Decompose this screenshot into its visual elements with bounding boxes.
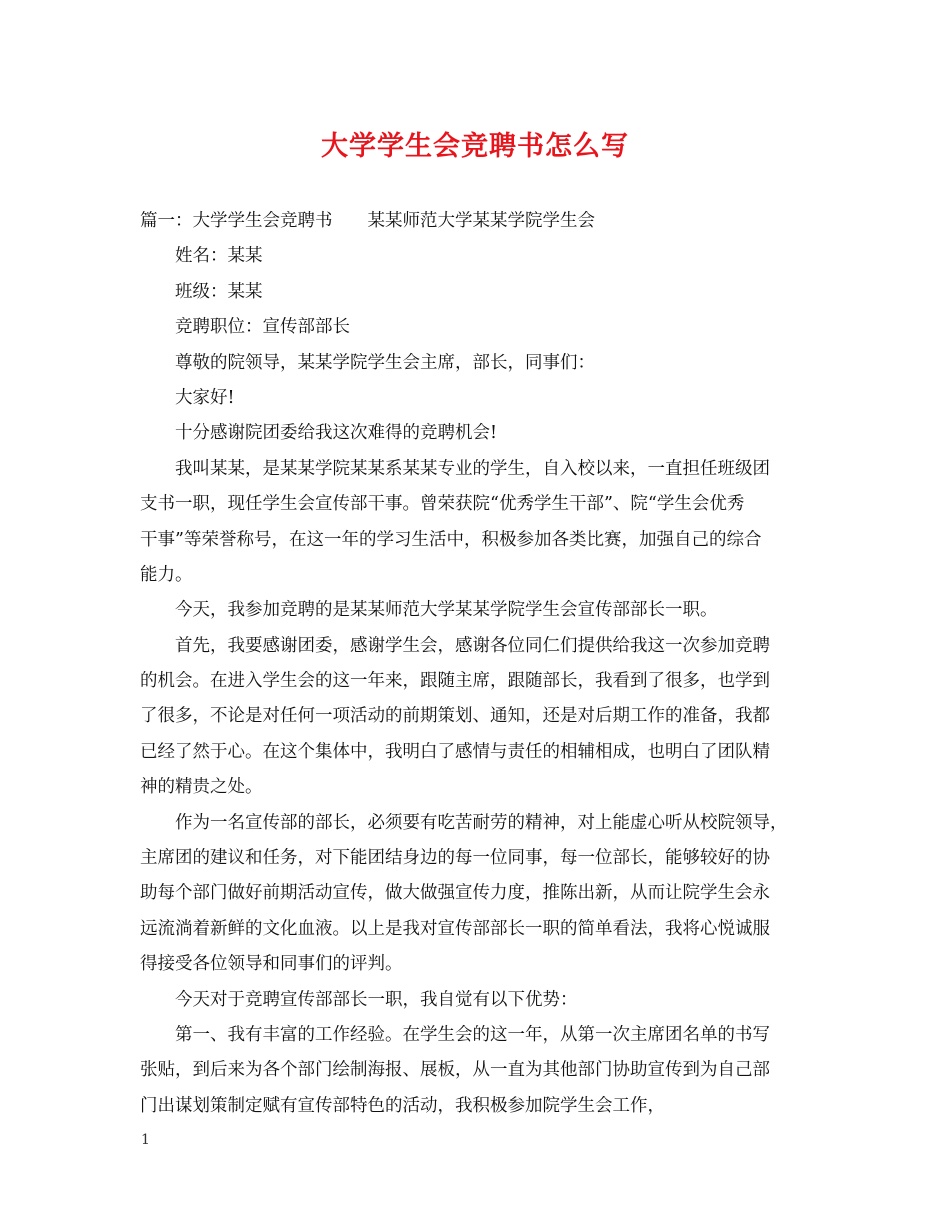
text-line: 的机会。在进入学生会的这一年来，跟随主席，跟随部长，我看到了很多，也学到 — [140, 671, 770, 692]
text-line: 篇一：大学学生会竞聘书 某某师范大学某某学院学生会 — [140, 211, 595, 231]
text-line: 能力。 — [140, 564, 193, 585]
document-body — [140, 204, 820, 1124]
text-line: 神的精贵之处。 — [140, 777, 263, 798]
text-line: 第一、我有丰富的工作经验。在学生会的这一年，从第一次主席团名单的书写 — [175, 1024, 770, 1045]
text-line: 今天，我参加竞聘的是某某师范大学某某学院学生会宣传部部长一职。 — [175, 600, 718, 621]
page-number: 1 — [141, 1132, 150, 1148]
text-line: 竞聘职位：宣传部部长 — [175, 317, 350, 338]
text-line: 我叫某某，是某某学院某某系某某专业的学生，自入校以来，一直担任班级团 — [175, 458, 770, 479]
text-line: 干事”等荣誉称号，在这一年的学习生活中，积极参加各类比赛，加强自己的综合 — [140, 529, 762, 550]
text-line: 了很多，不论是对任何一项活动的前期策划、通知，还是对后期工作的准备，我都 — [140, 706, 770, 727]
text-line: 十分感谢院团委给我这次难得的竞聘机会! — [175, 423, 498, 444]
text-line: 姓名：某某 — [175, 246, 263, 267]
text-line: 主席团的建议和任务，对下能团结身边的每一位同事，每一位部长，能够较好的协 — [140, 848, 770, 869]
text-line: 尊敬的院领导，某某学院学生会主席，部长，同事们： — [175, 352, 595, 373]
document-title: 大学学生会竞聘书怎么写 — [321, 131, 629, 162]
text-line: 支书一职，现任学生会宣传部干事。曾荣获院“优秀学生干部”、院“学生会优秀 — [140, 494, 745, 515]
text-line: 大家好! — [175, 387, 235, 408]
text-line: 远流淌着新鲜的文化血液。以上是我对宣传部部长一职的简单看法，我将心悦诚服 — [140, 918, 770, 939]
text-line: 得接受各位领导和同事们的评判。 — [140, 954, 403, 975]
text-line: 作为一名宣传部的部长，必须要有吃苦耐劳的精神，对上能虚心听从校院领导， — [175, 812, 788, 833]
text-line: 首先，我要感谢团委，感谢学生会，感谢各位同仁们提供给我这一次参加竞聘 — [175, 635, 770, 656]
text-line: 已经了然于心。在这个集体中，我明白了感情与责任的相辅相成，也明白了团队精 — [140, 741, 770, 762]
text-line: 今天对于竞聘宣传部部长一职，我自觉有以下优势： — [175, 989, 578, 1010]
text-line: 张贴，到后来为各个部门绘制海报、展板，从一直为其他部门协助宣传到为自己部 — [140, 1060, 770, 1081]
text-line: 助每个部门做好前期活动宣传，做大做强宣传力度，推陈出新，从而让院学生会永 — [140, 883, 770, 904]
text-line: 班级：某某 — [175, 281, 263, 302]
text-line: 门出谋划策制定赋有宣传部特色的活动，我积极参加院学生会工作， — [140, 1095, 665, 1116]
